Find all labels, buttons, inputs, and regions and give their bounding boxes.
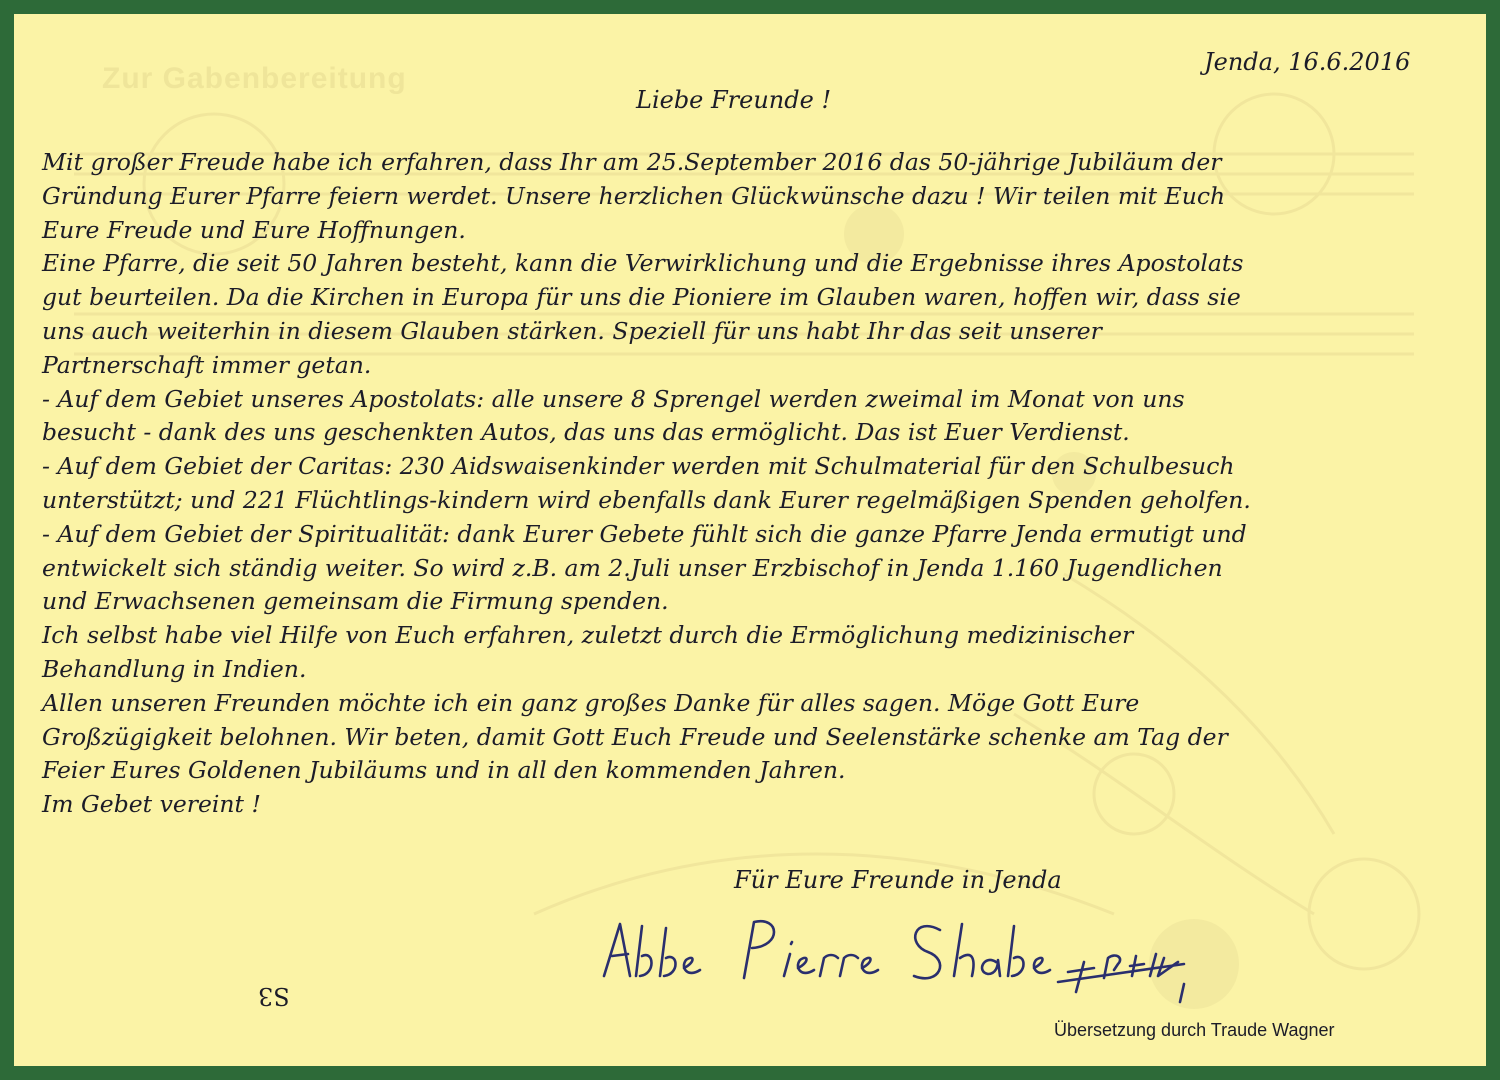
body-line: unterstützt; und 221 Flüchtlings-kindern wird ebenfalls dank Eurer regelmäßigen Spenden geholfen. [42,485,1251,514]
translation-credit: Übersetzung durch Traude Wagner [1054,1020,1335,1040]
body-line: - Auf dem Gebiet unseres Apostolats: alle unsere 8 Sprengel werden zweimal im Monat von uns [42,384,1185,413]
body-line: Allen unseren Freunden möchte ich ein ganz großes Danke für alles sagen. Möge Gott Eure [42,688,1140,717]
body-line: Eine Pfarre, die seit 50 Jahren besteht, kann die Verwirklichung und die Ergebnisse ihres Apostolats [42,249,1244,278]
body-line: Feier Eures Goldenen Jubiläums und in all den kommenden Jahren. [42,756,846,785]
letter-date: Jenda, 16.6.2016 [1204,48,1411,76]
body-line: und Erwachsenen gemeinsam die Firmung spenden. [42,587,669,616]
body-line: Mit großer Freude habe ich erfahren, dass Ihr am 25.September 2016 das 50-jährige Jubiläum der [42,148,1222,176]
handwritten-signature [584,906,1224,1016]
body-line: Gründung Eurer Pfarre feiern werdet. Unsere herzlichen Glückwünsche dazu ! Wir teilen mit Euch [42,181,1226,210]
body-line: Eure Freude und Eure Hoffnungen. [42,215,466,244]
body-line: besucht - dank des uns geschenkten Autos, das uns das ermöglicht. Das ist Euer Verdienst. [42,418,1130,447]
watermark-heading: Zur Gabenbereitung [102,62,407,95]
body-line: - Auf dem Gebiet der Caritas: 230 Aidswaisenkinder werden mit Schulmaterial für den Schulbesuch [42,452,1235,481]
body-line: Partnerschaft immer getan. [42,350,372,379]
body-line: Großzügigkeit belohnen. Wir beten, damit Gott Euch Freude und Seelenstärke schenke am Tag der [42,722,1228,751]
body-line: - Auf dem Gebiet der Spiritualität: dank Eurer Gebete fühlt sich die ganze Pfarre Jenda ermutigt und [42,519,1247,548]
closing-line: Für Eure Freunde in Jenda [734,866,1062,894]
page-number-mark: S3 [258,982,290,1010]
body-line: Ich selbst habe viel Hilfe von Euch erfahren, zuletzt durch die Ermöglichung medizinischer [42,621,1134,650]
body-line: gut beurteilen. Da die Kirchen in Europa für uns die Pioniere im Glauben waren, hoffen wir, dass sie [42,283,1241,312]
body-line: Behandlung in Indien. [42,654,307,683]
body-line: Im Gebet vereint ! [42,790,261,819]
letter-page [14,14,1486,1066]
body-line: entwickelt sich ständig weiter. So wird z.B. am 2.Juli unser Erzbischof in Jenda 1.160 Jugendlichen [42,553,1223,582]
letter-body [42,146,1462,822]
salutation: Liebe Freunde ! [636,86,832,114]
body-line: uns auch weiterhin in diesem Glauben stärken. Speziell für uns habt Ihr das seit unserer [42,316,1102,345]
